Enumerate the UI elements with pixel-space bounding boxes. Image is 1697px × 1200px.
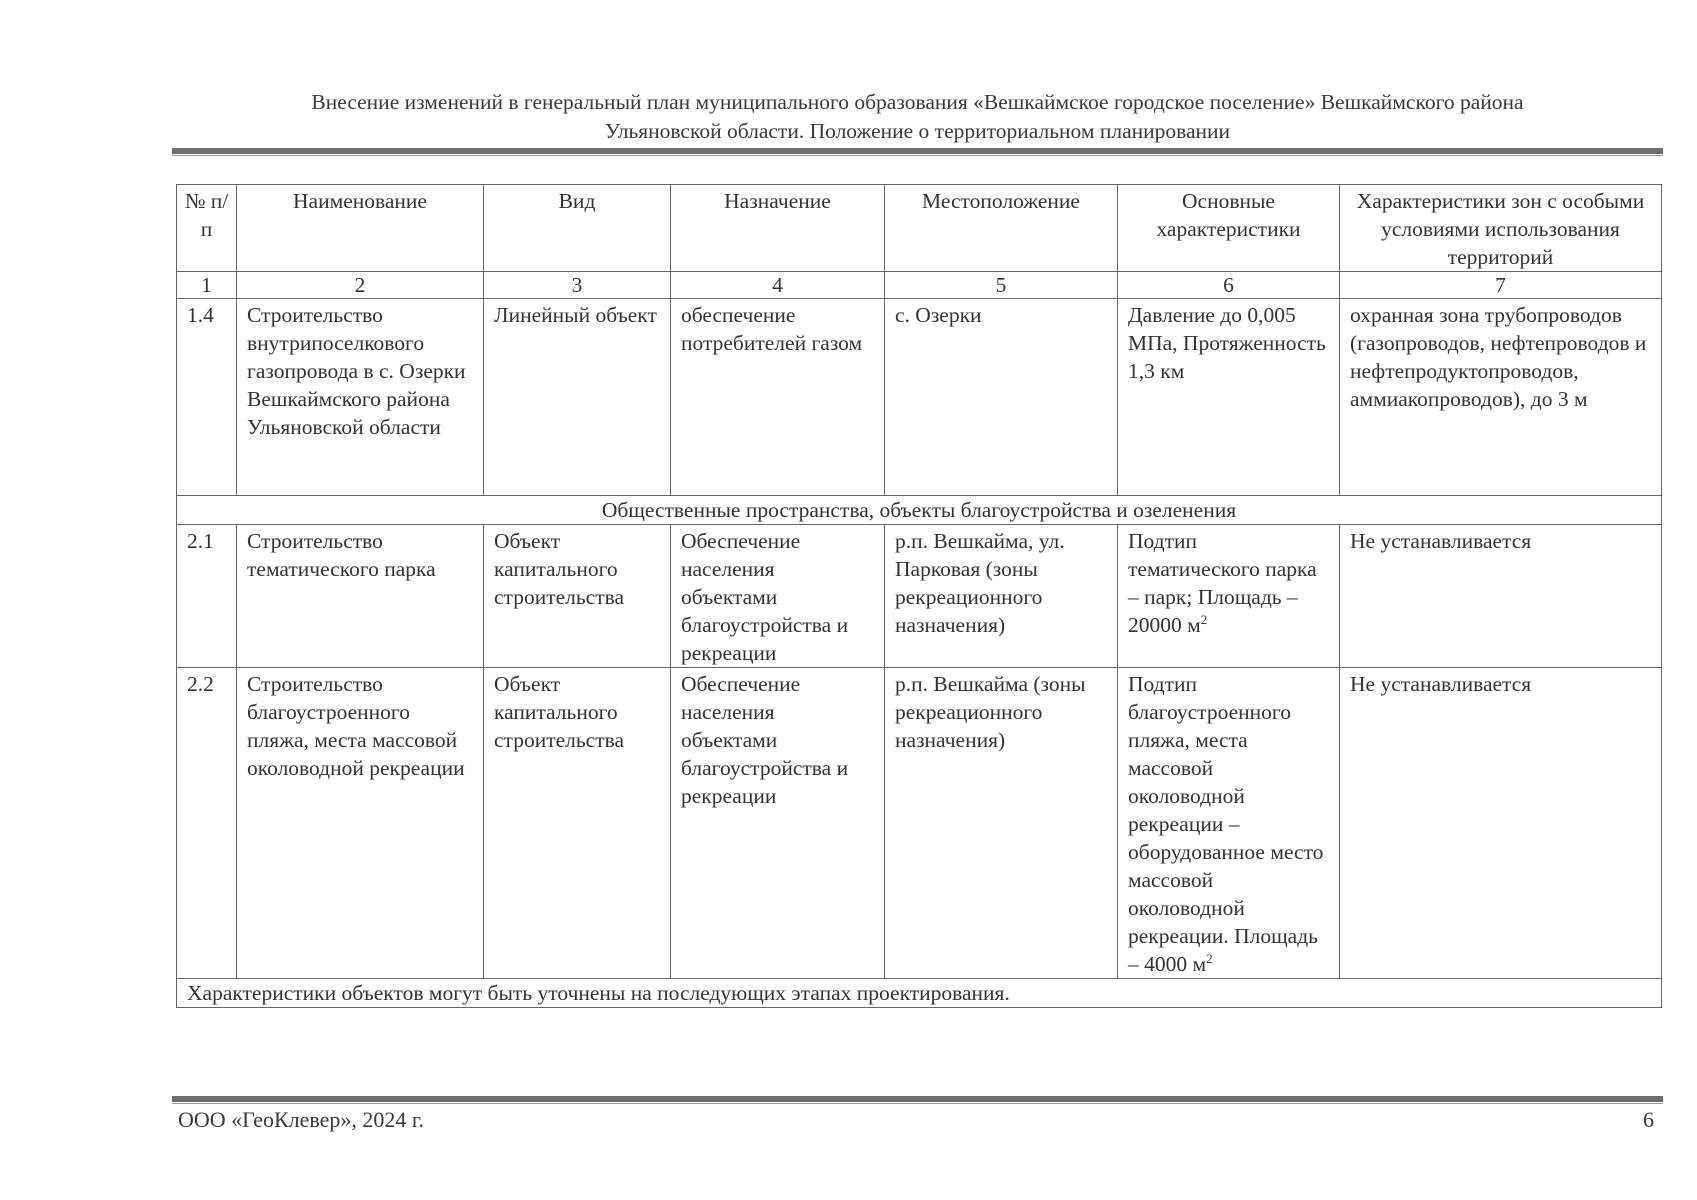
object-purpose: Обеспечение населения объектами благоустройства и рекреации bbox=[671, 668, 885, 979]
row-number: 2.2 bbox=[177, 668, 237, 979]
objects-table bbox=[176, 184, 1662, 1008]
superscript: 2 bbox=[1206, 951, 1213, 966]
object-name: Строительство благоустроенного пляжа, места массовой околоводной рекреации bbox=[237, 668, 484, 979]
col-header-purpose: Назначение bbox=[671, 185, 885, 272]
object-zones: охранная зона трубопроводов (газопроводов, нефтепроводов и нефтепродуктопроводов, аммиакопроводов), до 3 м bbox=[1340, 299, 1662, 496]
col-number: 3 bbox=[484, 272, 671, 299]
object-zones: Не устанавливается bbox=[1340, 525, 1662, 668]
characteristics-text: Подтип благоустроенного пляжа, места массовой околоводной рекреации – оборудованное место массовой околоводной рекреации. Площадь – 4000 м bbox=[1128, 672, 1324, 976]
section-row bbox=[177, 496, 1662, 525]
col-number: 7 bbox=[1340, 272, 1662, 299]
note-row bbox=[177, 979, 1662, 1008]
col-number: 4 bbox=[671, 272, 885, 299]
col-header-location: Местоположение bbox=[885, 185, 1118, 272]
col-header-name: Наименование bbox=[237, 185, 484, 272]
footer-rule bbox=[172, 1096, 1663, 1102]
object-characteristics bbox=[1118, 668, 1340, 979]
header-rule bbox=[172, 148, 1663, 154]
object-type: Линейный объект bbox=[484, 299, 671, 496]
row-number: 2.1 bbox=[177, 525, 237, 668]
object-characteristics: Давление до 0,005 МПа, Протяженность 1,3 км bbox=[1118, 299, 1340, 496]
object-location: р.п. Вешкайма, ул. Парковая (зоны рекреационного назначения) bbox=[885, 525, 1118, 668]
column-number-row bbox=[177, 272, 1662, 299]
col-header-characteristics: Основные характеристики bbox=[1118, 185, 1340, 272]
table-row bbox=[177, 525, 1662, 668]
header-line-1: Внесение изменений в генеральный план муниципального образования «Вешкаймское городское поселение» Вешкаймского района bbox=[311, 90, 1524, 114]
row-number: 1.4 bbox=[177, 299, 237, 496]
col-number: 6 bbox=[1118, 272, 1340, 299]
col-header-zones: Характеристики зон с особыми условиями использования территорий bbox=[1340, 185, 1662, 272]
section-title: Общественные пространства, объекты благоустройства и озеленения bbox=[177, 496, 1662, 525]
object-type: Объект капитального строительства bbox=[484, 525, 671, 668]
table-row bbox=[177, 299, 1662, 496]
col-header-type: Вид bbox=[484, 185, 671, 272]
object-characteristics bbox=[1118, 525, 1340, 668]
header-line-2: Ульяновской области. Положение о территориальном планировании bbox=[604, 119, 1231, 143]
object-zones: Не устанавливается bbox=[1340, 668, 1662, 979]
object-name: Строительство внутрипоселкового газопровода в с. Озерки Вешкаймского района Ульяновской области bbox=[237, 299, 484, 496]
table-header-row bbox=[177, 185, 1662, 272]
superscript: 2 bbox=[1200, 612, 1208, 627]
object-location: с. Озерки bbox=[885, 299, 1118, 496]
table-row bbox=[177, 668, 1662, 979]
object-type: Объект капитального строительства bbox=[484, 668, 671, 979]
object-location: р.п. Вешкайма (зоны рекреационного назначения) bbox=[885, 668, 1118, 979]
object-purpose: Обеспечение населения объектами благоустройства и рекреации bbox=[671, 525, 885, 668]
object-name: Строительство тематического парка bbox=[237, 525, 484, 668]
col-header-num: № п/п bbox=[177, 185, 237, 272]
document-header bbox=[175, 88, 1660, 146]
page-number: 6 bbox=[1643, 1107, 1654, 1132]
characteristics-text: Подтип тематического парка – парк; Площадь –20000 м bbox=[1128, 529, 1317, 637]
col-number: 5 bbox=[885, 272, 1118, 299]
col-number: 2 bbox=[237, 272, 484, 299]
table-note: Характеристики объектов могут быть уточнены на последующих этапах проектирования. bbox=[177, 979, 1662, 1008]
object-purpose: обеспечение потребителей газом bbox=[671, 299, 885, 496]
footer-company: ООО «ГеоКлевер», 2024 г. bbox=[178, 1107, 424, 1132]
col-number: 1 bbox=[177, 272, 237, 299]
